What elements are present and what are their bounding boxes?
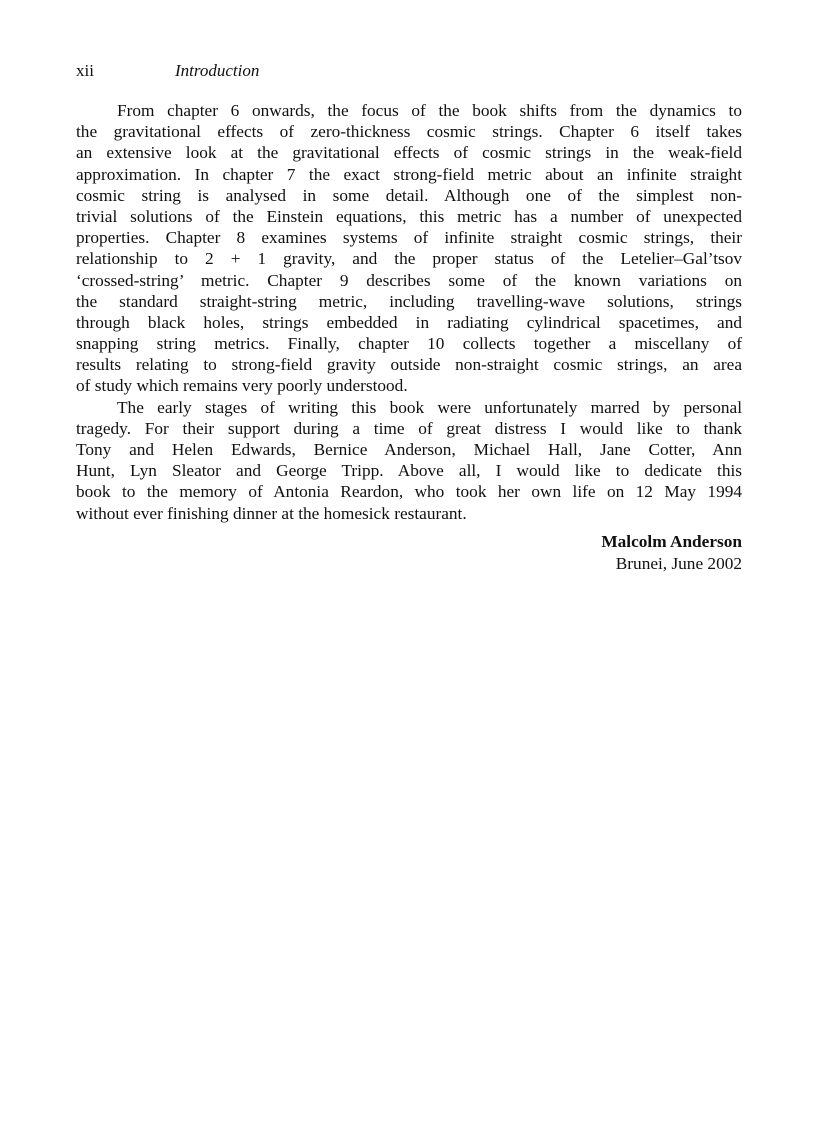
text-line: of study which remains very poorly understood. (76, 376, 408, 396)
text-line: the standard straight-string metric, including travelling-wave solutions, strings (76, 291, 742, 311)
page-number: xii (76, 61, 94, 80)
signature-block (601, 531, 742, 574)
text-line: the gravitational effects of zero-thickness cosmic strings. Chapter 6 itself takes (76, 122, 742, 142)
paragraph-acknowledgements (76, 397, 742, 524)
text-line: cosmic string is analysed in some detail. Although one of the simplest non- (76, 185, 742, 205)
text-line: tragedy. For their support during a time of great distress I would like to thank (76, 418, 742, 438)
text-line: relationship to 2 + 1 gravity, and the proper status of the Letelier–Gal’tsov (76, 249, 742, 269)
body-text (76, 100, 742, 524)
text-line: results relating to strong-field gravity outside non-straight cosmic strings, an area (76, 355, 742, 375)
text-line: book to the memory of Antonia Reardon, who took her own life on 12 May 1994 (76, 482, 742, 502)
text-line: an extensive look at the gravitational effects of cosmic strings in the weak-field (76, 143, 742, 163)
text-line: Hunt, Lyn Sleator and George Tripp. Above all, I would like to dedicate this (76, 461, 742, 481)
text-line: through black holes, strings embedded in radiating cylindrical spacetimes, and (76, 312, 742, 332)
text-line: properties. Chapter 8 examines systems of infinite straight cosmic strings, their (76, 228, 742, 248)
place-date: Brunei, June 2002 (615, 553, 742, 573)
text-line: approximation. In chapter 7 the exact strong-field metric about an infinite straight (76, 164, 742, 184)
text-line: Tony and Helen Edwards, Bernice Anderson, Michael Hall, Jane Cotter, Ann (76, 440, 742, 459)
author-name: Malcolm Anderson (601, 532, 742, 551)
text-line: trivial solutions of the Einstein equations, this metric has a number of unexpected (76, 206, 742, 226)
paragraph-chapters-overview (76, 100, 742, 397)
text-line: ‘crossed-string’ metric. Chapter 9 describes some of the known variations on (76, 270, 742, 290)
text-line: snapping string metrics. Finally, chapter 10 collects together a miscellany of (76, 334, 742, 354)
section-title: Introduction (175, 61, 260, 80)
text-line: without ever finishing dinner at the homesick restaurant. (76, 503, 467, 523)
text-line: From chapter 6 onwards, the focus of the book shifts from the dynamics to (117, 101, 742, 120)
text-line: The early stages of writing this book were unfortunately marred by personal (117, 397, 742, 417)
